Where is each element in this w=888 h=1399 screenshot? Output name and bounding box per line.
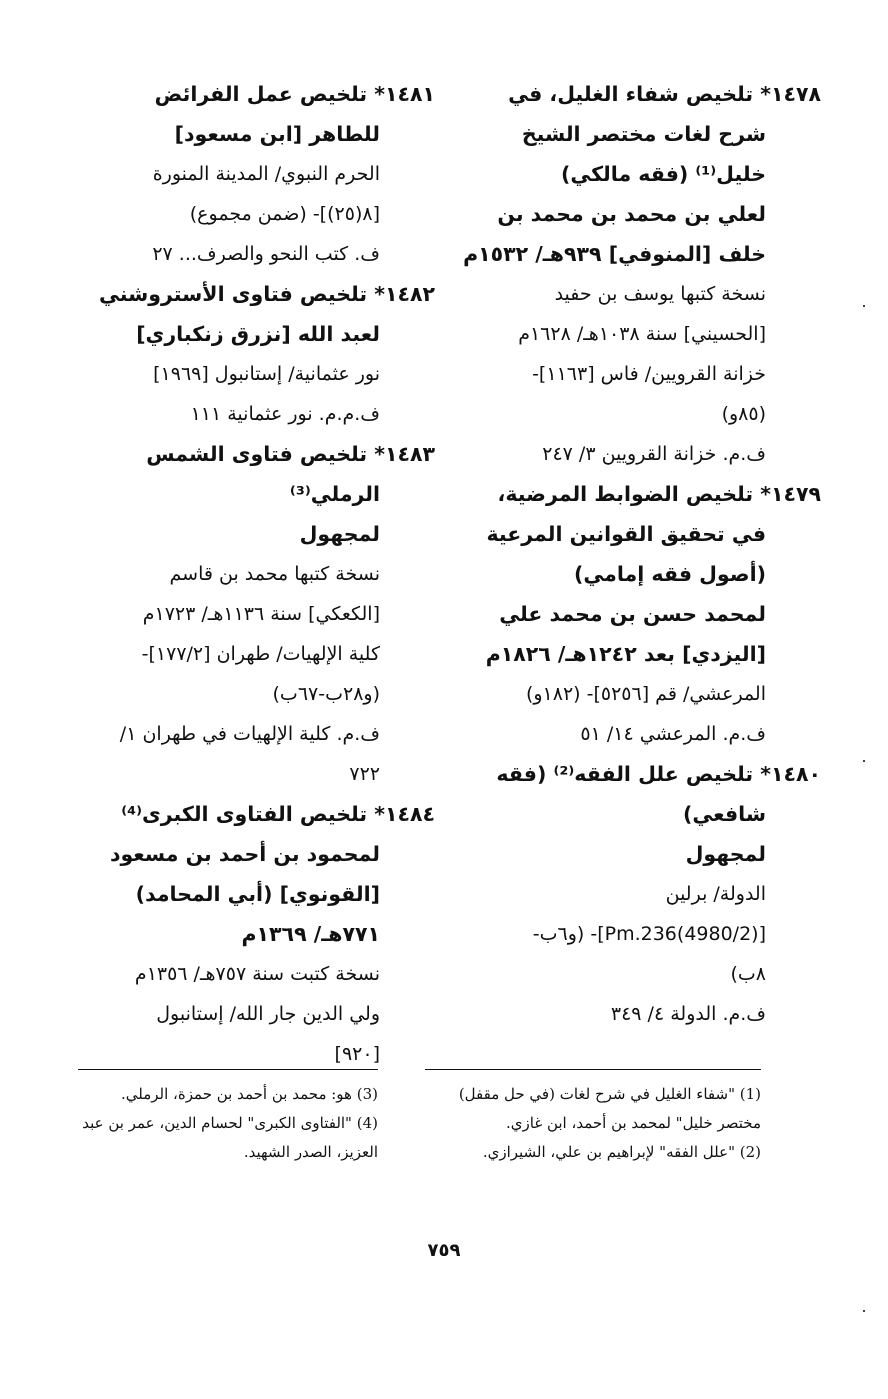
- entry-line: ١٤٨٢* تلخيص فتاوى الأستروشني: [99, 282, 435, 306]
- entry-line: نسخة كتبها يوسف بن حفيد: [554, 283, 766, 305]
- margin-dot: [863, 1310, 865, 1312]
- entry-line: المرعشي/ قم [٥٢٥٦]- (١٨٢و): [525, 683, 766, 705]
- entry-line: للطاهر [ابن مسعود]: [174, 122, 380, 146]
- entry-line: نور عثمانية/ إستانبول [١٩٦٩]: [153, 363, 380, 385]
- entry-line: ف.م. الدولة ٤/ ٣٤٩: [610, 1003, 766, 1025]
- entry-line: (أصول فقه إمامي): [574, 562, 766, 586]
- margin-dot: [863, 760, 865, 762]
- catalog-entry: [40, 794, 435, 1074]
- footnotes-right: [421, 1080, 761, 1167]
- entry-line: [الحسيني] سنة ١٠٣٨هـ/ ١٦٢٨م: [518, 323, 766, 345]
- entry-line: خلف [المنوفي] ٩٣٩هـ/ ١٥٣٢م: [463, 242, 766, 266]
- entry-line: شرح لغات مختصر الشيخ: [521, 122, 766, 146]
- entry-line: ف.م.م. نور عثمانية ١١١: [190, 403, 380, 425]
- footnote-line: (2) "علل الفقه" لإبراهيم بن علي، الشيرازي.: [482, 1143, 761, 1161]
- entry-line: الدولة/ برلين: [665, 883, 766, 905]
- entry-line: خليل⁽¹⁾ (فقه مالكي): [561, 162, 766, 186]
- entry-line: في تحقيق القوانين المرعية: [486, 522, 766, 546]
- entry-line: لمحمود بن أحمد بن مسعود: [109, 842, 380, 866]
- catalog-entry: [40, 274, 435, 434]
- catalog-entry: [421, 74, 821, 474]
- entry-line: ف.م. كلية الإلهيات في طهران ١/: [119, 723, 380, 745]
- footnote-line: (1) "شفاء الغليل في شرح لغات (في حل مقفل): [458, 1085, 761, 1103]
- entry-line: الحرم النبوي/ المدينة المنورة: [152, 163, 380, 185]
- entry-line: ١٤٨٤* تلخيص الفتاوى الكبرى⁽⁴⁾: [121, 802, 435, 826]
- entry-line: لمجهول: [685, 842, 766, 866]
- entry-line: ١٤٨٠* تلخيص علل الفقه⁽²⁾ (فقه: [496, 762, 821, 786]
- margin-dot: [863, 305, 865, 307]
- catalog-entry: [40, 434, 435, 794]
- left-column: [40, 74, 435, 1074]
- page-number: ٧٥٩: [427, 1240, 461, 1261]
- entry-line: ف.م. المرعشي ١٤/ ٥١: [580, 723, 766, 745]
- catalog-entry: [421, 754, 821, 1034]
- entry-line: ولي الدين جار الله/ إستانبول: [156, 1003, 380, 1025]
- footnote-line: (3) هو: محمد بن أحمد بن حمزة، الرملي.: [121, 1085, 378, 1103]
- footnote-rule-left: [78, 1069, 378, 1070]
- entry-line: ١٤٨١* تلخيص عمل الفرائض: [154, 82, 435, 106]
- entry-line: شافعي): [683, 802, 766, 826]
- entry-line: [(4980/2)Pm.236]- (و٦ب-: [532, 923, 766, 945]
- footnote-line: العزيز، الصدر الشهيد.: [243, 1143, 378, 1161]
- footnote-rule-right: [425, 1069, 761, 1070]
- catalog-entry: [421, 474, 821, 754]
- entry-line: كلية الإلهيات/ طهران [١٧٧/٢]-: [141, 643, 380, 665]
- entry-line: ١٤٧٨* تلخيص شفاء الغليل، في: [508, 82, 821, 106]
- entry-line: [٩٢٠]: [334, 1043, 380, 1065]
- catalog-entry: [40, 74, 435, 274]
- entry-line: خزانة القرويين/ فاس [١١٦٣]-: [532, 363, 766, 385]
- entry-line: ١٤٧٩* تلخيص الضوابط المرضية،: [497, 482, 821, 506]
- entry-line: ف.م. خزانة القرويين ٣/ ٢٤٧: [542, 443, 766, 465]
- right-column: [421, 74, 821, 1034]
- entry-line: لعلي بن محمد بن محمد بن: [497, 202, 766, 226]
- entry-line: ٨ب): [730, 963, 766, 985]
- entry-line: [الكعكي] سنة ١١٣٦هـ/ ١٧٢٣م: [142, 603, 380, 625]
- entry-line: لمجهول: [299, 522, 380, 546]
- entry-line: ١٤٨٣* تلخيص فتاوى الشمس: [146, 442, 435, 466]
- footnote-line: مختصر خليل" لمحمد بن أحمد، ابن غازي.: [506, 1114, 761, 1132]
- entry-line: [٨(٢٥)]- (ضمن مجموع): [189, 203, 380, 225]
- footnote-line: (4) "الفتاوى الكبرى" لحسام الدين، عمر بن عبد: [82, 1114, 378, 1132]
- entry-line: ف. كتب النحو والصرف... ٢٧: [152, 243, 380, 265]
- footnotes-left: [38, 1080, 378, 1167]
- entry-line: ٧٢٢: [349, 763, 380, 785]
- entry-line: [اليزدي] بعد ١٢٤٢هـ/ ١٨٢٦م: [485, 642, 766, 666]
- entry-line: نسخة كتبها محمد بن قاسم: [169, 563, 380, 585]
- entry-line: (و٢٨ب-٦٧ب): [272, 683, 380, 705]
- entry-line: لعبد الله [نزرق زنكباري]: [136, 322, 380, 346]
- entry-line: نسخة كتبت سنة ٧٥٧هـ/ ١٣٥٦م: [134, 963, 380, 985]
- entry-line: [القونوي] (أبي المحامد): [135, 882, 380, 906]
- entry-line: الرملي⁽³⁾: [289, 482, 380, 506]
- entry-line: (٨٥و): [721, 403, 766, 425]
- entry-line: ٧٧١هـ/ ١٣٦٩م: [241, 922, 380, 946]
- entry-line: لمحمد حسن بن محمد علي: [499, 602, 766, 626]
